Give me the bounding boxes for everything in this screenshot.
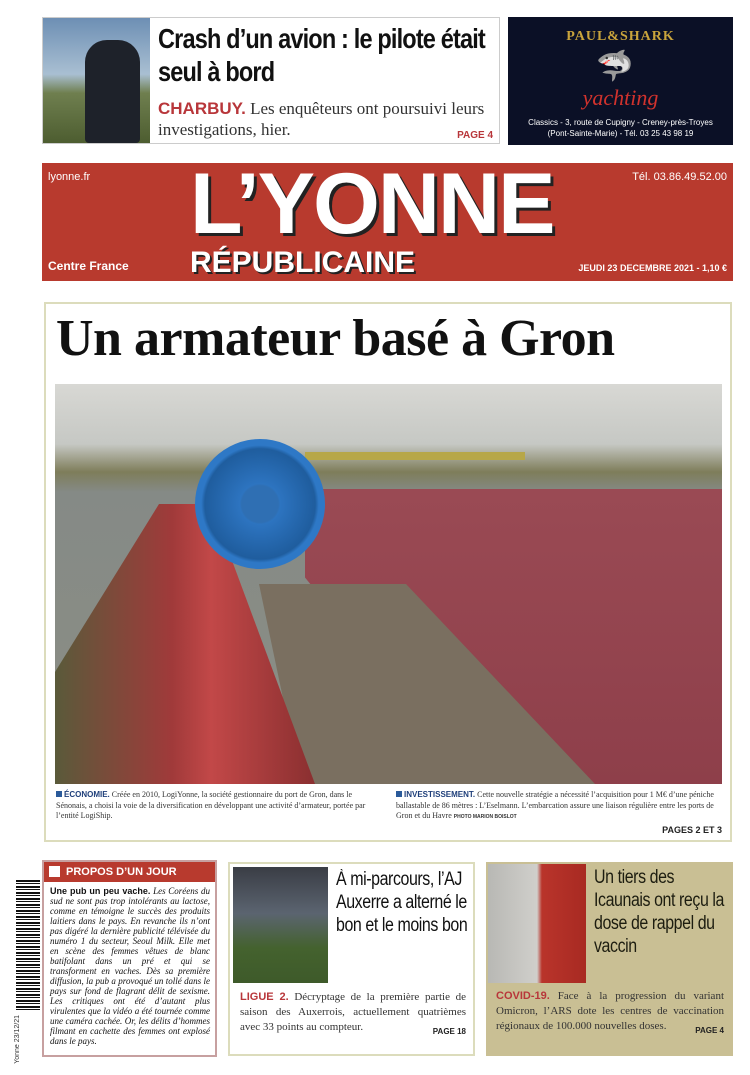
ad-tagline: yachting: [582, 85, 659, 110]
cable-reel: [195, 439, 325, 569]
teaser-title: Crash d’un avion : le pilote était seul à bord: [158, 23, 485, 87]
phone: Tél. 03.86.49.52.00: [632, 171, 727, 183]
sport-kicker: LIGUE 2.: [240, 991, 289, 1003]
bridge: [305, 452, 525, 460]
propos-text: [50, 886, 210, 1046]
propos-header: [44, 862, 215, 882]
teaser-kicker: CHARBUY.: [158, 99, 246, 118]
teaser-body: Les enquêteurs ont poursuivi leurs investigations, hier.: [158, 99, 485, 139]
sport-story[interactable]: [228, 862, 475, 1056]
barcode: [16, 880, 40, 1010]
covid-title: Un tiers des Icaunais ont reçu la dose de rappel du vaccin: [594, 867, 725, 957]
sport-title: À mi-parcours, l’AJ Auxerre a alterné le bon et le moins bon: [336, 869, 468, 936]
shark-icon: 🦈: [596, 50, 634, 83]
issue-date-price: JEUDI 23 DECEMBRE 2021 - 1,10 €: [578, 263, 727, 273]
group-logo: Centre France: [48, 259, 129, 273]
propos-header-label: PROPOS D’UN JOUR: [66, 866, 177, 878]
sport-page: PAGE 18: [432, 1027, 466, 1036]
newspaper-subtitle: RÉPUBLICAINE: [190, 246, 416, 279]
caption-kicker: INVESTISSEMENT.: [404, 790, 476, 799]
photo-credit: PHOTO MARION BOISLOT: [453, 814, 517, 820]
covid-kicker: COVID-19.: [496, 990, 550, 1002]
caption-left: [56, 790, 382, 822]
propos-du-jour[interactable]: [42, 860, 217, 1057]
main-headline: Un armateur basé à Gron: [56, 310, 615, 367]
main-photo: [55, 384, 722, 784]
covid-text: [496, 989, 724, 1038]
sport-text: [240, 990, 466, 1039]
caption-text: Créée en 2010, LogiYonne, la société gestionnaire du port de Gron, dans le Sénonais, a choisi la voie de la diversification en développant une activité d’armateur, portée par l’entité LogiShip.: [56, 790, 366, 820]
vaccine-photo: [488, 864, 586, 983]
barcode-text: Yonne 23/12/21: [14, 1015, 21, 1064]
gendarme-figure: [85, 40, 140, 143]
teaser-article[interactable]: [42, 17, 500, 144]
propos-lead: Une pub un peu vache.: [50, 886, 151, 896]
main-pages: PAGES 2 ET 3: [662, 824, 722, 835]
sport-body: Décryptage de la première partie de saison des Auxerrois, actuellement quatrièmes avec 33 points au compteur.: [240, 991, 466, 1033]
caption-text: Cette nouvelle stratégie a nécessité l’acquisition pour 1 M€ d’une péniche ballastable de 86 mètres : L’Eselmann. L’embarcation assure une liaison régulière entre les ports de Gron et du Havre: [396, 790, 714, 820]
caption-right: [396, 790, 722, 836]
advertisement[interactable]: [508, 17, 733, 145]
ad-address-line: Classics - 3, route de Cupigny - Creney-près-Troyes: [528, 118, 713, 127]
teaser-page: PAGE 4: [457, 130, 493, 141]
teaser-photo: [43, 18, 150, 143]
teaser-text: [158, 98, 493, 144]
football-photo: [233, 867, 328, 983]
masthead: [42, 156, 733, 281]
newspaper-title: L’YONNE: [190, 156, 554, 252]
main-story[interactable]: [44, 302, 732, 842]
covid-page: PAGE 4: [695, 1026, 724, 1035]
covid-story[interactable]: [486, 862, 733, 1056]
caption-kicker: ÉCONOMIE.: [64, 790, 110, 799]
site-url[interactable]: lyonne.fr: [48, 171, 91, 183]
propos-body: Les Coréens du sud ne sont pas trop intolérants au lactose, comme en témoigne le succès des produits laitiers dans le pays. En revanche ils n’ont pas digéré la dernière publicité télévisée du numéro 1 du secteur, Seoul Milk. Elle met en scène des femmes vêtues de blanc batifolant dans un pré et qui se transforment en vaches. Dès sa première diffusion, la pub a provoqué un tollé dans le pays sur fond de flagrant délit de sexisme. Les critiques ont été d’autant plus virulentes que la vidéo a été tournée comme une caméra cachée. Or, les délits d’hommes filmant en cachette des femmes ont explosé dans le pays.: [50, 886, 211, 1046]
ad-address-line: (Pont-Sainte-Marie) - Tél. 03 25 43 98 19: [547, 129, 694, 138]
ad-address: [508, 117, 733, 139]
covid-body: Face à la progression du variant Omicron, l’ARS dote les centres de vaccination régionaux de 100.000 nouvelles doses.: [496, 990, 724, 1032]
ad-brand: PAUL&SHARK: [566, 29, 675, 44]
square-icon: [49, 866, 60, 877]
